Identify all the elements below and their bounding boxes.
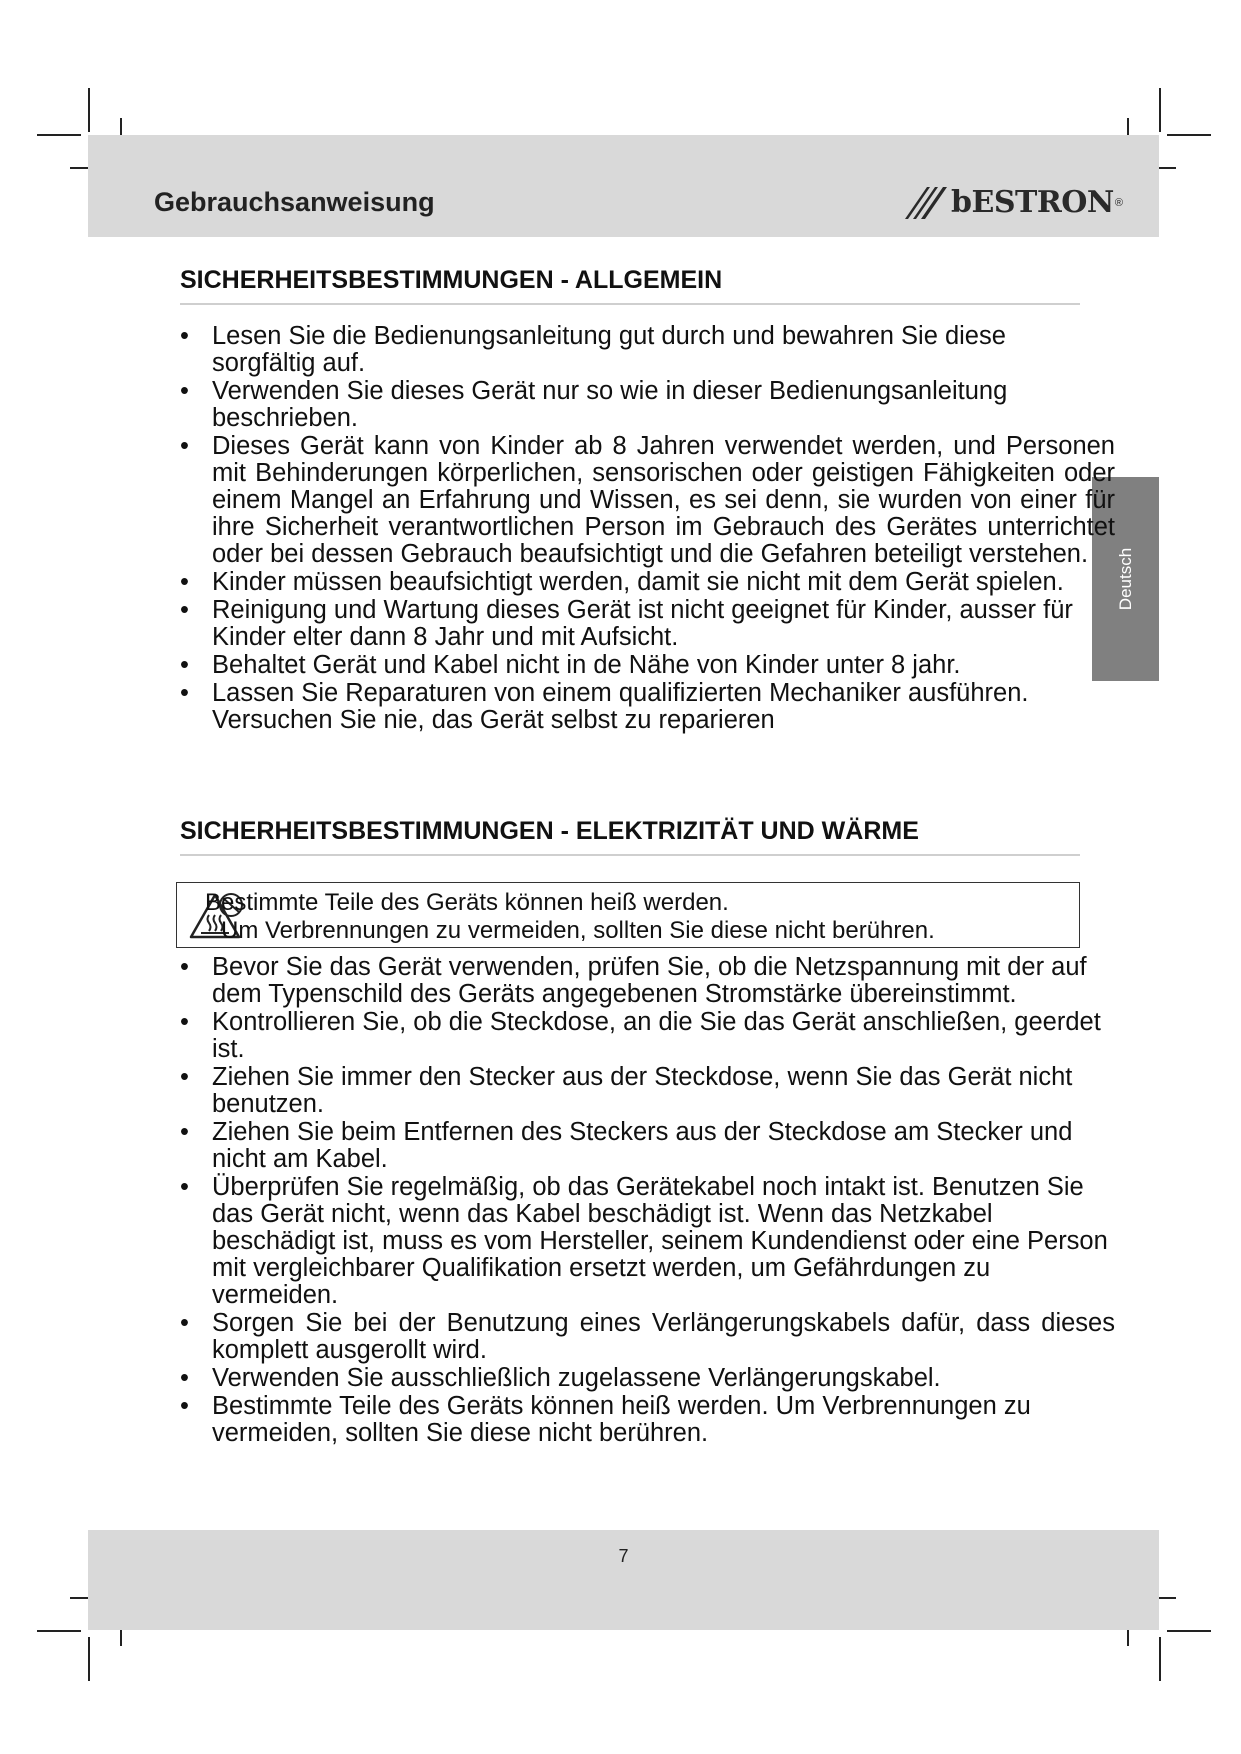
crop-mark	[88, 1637, 90, 1681]
page-header	[88, 135, 1159, 237]
section-heading-general: SICHERHEITSBESTIMMUNGEN - ALLGEMEIN	[180, 266, 1080, 305]
crop-mark	[1159, 1637, 1161, 1681]
registered-mark: ®	[1114, 196, 1123, 209]
bestron-chevron-icon	[903, 186, 949, 220]
list-item: • Überprüfen Sie regelmäßig, ob das Gerätekabel noch intakt ist. Benutzen Sie das Gerät nicht, wenn das Kabel beschädigt ist. Wenn das Netzkabel beschädigt ist, muss es vom Hersteller, seinem Kundendienst oder eine Person mit vergleichbarer Qualifikation ersetzt werden, um Gefährdungen zu vermeiden.	[180, 1173, 1108, 1309]
logo-wordmark: bESTRON	[951, 185, 1114, 220]
list-item: • Kontrollieren Sie, ob die Steckdose, an die Sie das Gerät anschließen, geerdet ist.	[180, 1008, 1101, 1063]
document-title: Gebrauchsanweisung	[154, 187, 435, 217]
list-item: • Behaltet Gerät und Kabel nicht in de Nähe von Kinder unter 8 jahr.	[180, 651, 961, 679]
safety-list-general	[180, 323, 1115, 735]
list-item: • Bevor Sie das Gerät verwenden, prüfen Sie, ob die Netzspannung mit der auf dem Typenschild des Geräts angegebenen Stromstärke übereinstimmt.	[180, 953, 1087, 1008]
crop-mark	[1167, 134, 1211, 136]
language-label: Deutsch	[1115, 547, 1135, 611]
list-item: • Dieses Gerät kann von Kinder ab 8 Jahren verwendet werden, und Personen mit Behinderungen körperlichen, sensorischen oder geistigen Fähigkeiten oder einem Mangel an Erfahrung und Wissen, es sei denn, sie wurden von einer für ihre Sicherheit verantwortlichen Person im Gebrauch des Gerätes unterrichtet oder bei dessen Gebrauch beaufsichtigt und die Gefahren beteiligt verstehen.	[180, 432, 1115, 568]
safety-list-electricity	[180, 954, 1115, 1448]
list-item: • Verwenden Sie ausschließlich zugelassene Verlängerungskabel.	[180, 1364, 941, 1392]
warning-text-line-2: Um Verbrennungen zu vermeiden, sollten Sie diese nicht berühren.	[221, 917, 935, 944]
section-heading-electricity: SICHERHEITSBESTIMMUNGEN - ELEKTRIZITÄT UND WÄRME	[180, 817, 1080, 856]
crop-mark	[88, 88, 90, 132]
crop-mark	[1167, 1630, 1211, 1632]
crop-mark	[37, 1630, 81, 1632]
page-number: 7	[618, 1546, 629, 1566]
list-item: • Bestimmte Teile des Geräts können heiß werden. Um Verbrennungen zu vermeiden, sollten Sie diese nicht berühren.	[180, 1392, 1031, 1447]
crop-mark	[1159, 88, 1161, 132]
list-item: • Kinder müssen beaufsichtigt werden, damit sie nicht mit dem Gerät spielen.	[180, 568, 1064, 596]
list-item: • Ziehen Sie beim Entfernen des Steckers aus der Steckdose am Stecker und nicht am Kabel.	[180, 1118, 1073, 1173]
list-item: • Lesen Sie die Bedienungsanleitung gut durch und bewahren Sie diese sorgfältig auf.	[180, 322, 1006, 377]
list-item: • Ziehen Sie immer den Stecker aus der Steckdose, wenn Sie das Gerät nicht benutzen.	[180, 1063, 1073, 1118]
bestron-logo	[903, 185, 1123, 220]
warning-text-line-1: Bestimmte Teile des Geräts können heiß werden.	[205, 889, 729, 916]
list-item: • Verwenden Sie dieses Gerät nur so wie in dieser Bedienungsanleitung beschrieben.	[180, 377, 1008, 432]
list-item: • Reinigung und Wartung dieses Gerät ist nicht geeignet für Kinder, ausser für Kinder elter dann 8 Jahr und mit Aufsicht.	[180, 596, 1073, 651]
list-item: • Sorgen Sie bei der Benutzung eines Verlängerungskabels dafür, dass dieses komplett ausgerollt wird.	[180, 1309, 1115, 1364]
list-item: • Lassen Sie Reparaturen von einem qualifizierten Mechaniker ausführen. Versuchen Sie nie, das Gerät selbst zu reparieren	[180, 679, 1029, 734]
hot-surface-warning-box	[176, 882, 1080, 948]
page-footer	[88, 1530, 1159, 1630]
crop-mark	[37, 134, 81, 136]
